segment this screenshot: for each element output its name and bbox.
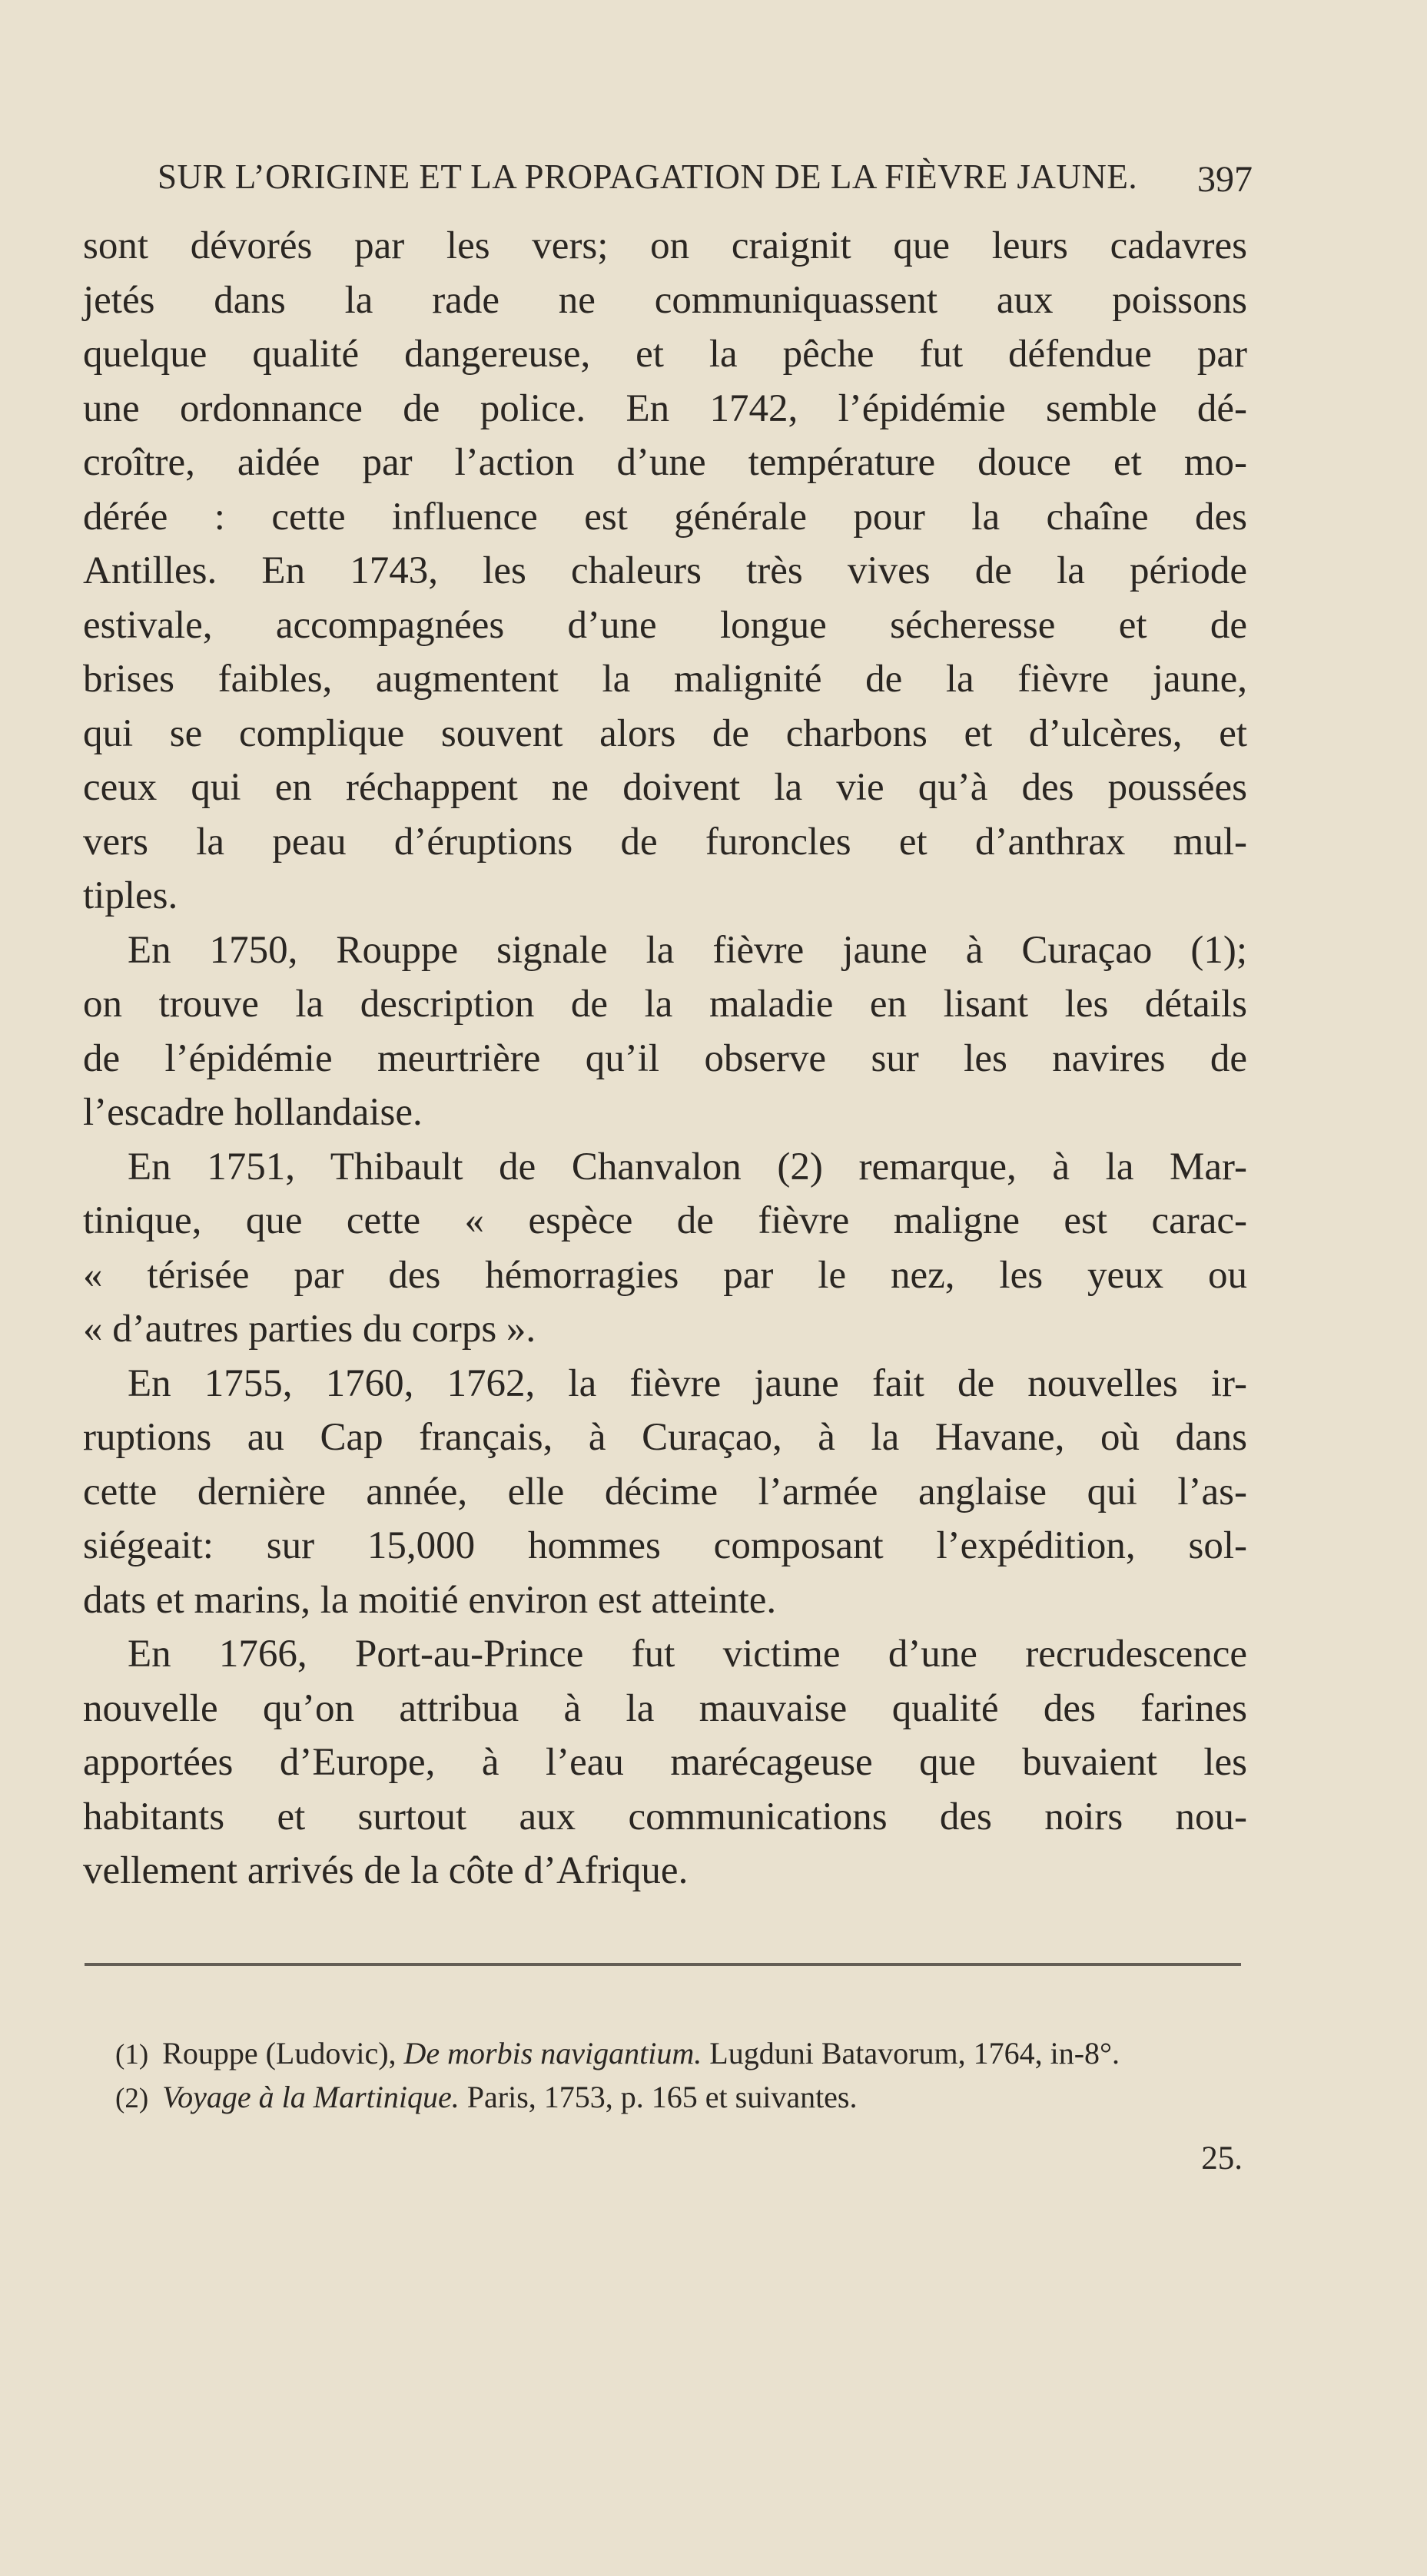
signature-mark: 25.	[1201, 2140, 1243, 2177]
body-line: une ordonnance de police. En 1742, l’épidémie semble dé-	[83, 386, 1247, 430]
body-line: qui se complique souvent alors de charbons et d’ulcères, et	[83, 711, 1247, 755]
footnote-details: Paris, 1753, p. 165 et suivantes.	[466, 2080, 858, 2114]
body-line: on trouve la description de la maladie en lisant les détails	[83, 983, 1247, 1026]
body-line: estivale, accompagnées d’une longue sécheresse et de	[83, 603, 1247, 647]
page-header	[158, 151, 1253, 204]
body-line: quelque qualité dangereuse, et la pêche fut défendue par	[83, 333, 1247, 376]
body-line: ruptions au Cap français, à Curaçao, à la Havane, où dans	[83, 1416, 1247, 1459]
running-title: SUR L’ORIGINE ET LA PROPAGATION DE LA FIÈVRE JAUNE.	[158, 157, 1138, 196]
footnote-title: Voyage à la Martinique.	[162, 2080, 460, 2114]
footnotes	[115, 2032, 1245, 2120]
body-line: vellement arrivés de la côte d’Afrique.	[83, 1849, 689, 1892]
footnote-2	[115, 2076, 1245, 2120]
body-line: nouvelle qu’on attribua à la mauvaise qualité des farines	[83, 1686, 1247, 1730]
paragraph-start: En 1766, Port-au-Prince fut victime d’une recrudescence	[128, 1633, 1247, 1676]
body-line: dérée : cette influence est générale pour la chaîne des	[83, 495, 1247, 539]
body-line: brises faibles, augmentent la malignité de la fièvre jaune,	[83, 658, 1247, 701]
body-line: tiples.	[83, 874, 178, 917]
body-line: de l’épidémie meurtrière qu’il observe sur les navires de	[83, 1036, 1247, 1080]
page-number: 397	[1197, 159, 1253, 200]
body-line: ceux qui en réchappent ne doivent la vie qu’à des poussées	[83, 766, 1247, 809]
body-text	[83, 219, 1247, 1898]
body-line: apportées d’Europe, à l’eau marécageuse que buvaient les	[83, 1741, 1247, 1784]
body-line: sont dévorés par les vers; on craignit que leurs cadavres	[83, 224, 1247, 267]
body-line: habitants et surtout aux communications des noirs nou-	[83, 1795, 1247, 1838]
footnote-marker: (1)	[115, 2039, 149, 2070]
body-line: « d’autres parties du corps ».	[83, 1308, 536, 1351]
footnote-author: Rouppe (Ludovic),	[162, 2036, 397, 2070]
body-line: dats et marins, la moitié environ est atteinte.	[83, 1578, 777, 1622]
footnote-details: Lugduni Batavorum, 1764, in-8°.	[709, 2036, 1120, 2070]
footnote-title: De morbis navigantium.	[403, 2036, 702, 2070]
paragraph-start: En 1751, Thibault de Chanvalon (2) remarque, à la Mar-	[128, 1145, 1247, 1189]
body-line: siégeait: sur 15,000 hommes composant l’expédition, sol-	[83, 1524, 1247, 1567]
body-line: jetés dans la rade ne communiquassent aux poissons	[83, 278, 1247, 322]
body-line: tinique, que cette « espèce de fièvre maligne est carac-	[83, 1199, 1247, 1242]
footnote-separator	[85, 1963, 1241, 1966]
footnote-1	[115, 2032, 1245, 2076]
paragraph-start: En 1750, Rouppe signale la fièvre jaune à Curaçao (1);	[128, 928, 1247, 972]
body-line: vers la peau d’éruptions de furoncles et d’anthrax mul-	[83, 820, 1247, 864]
body-line: cette dernière année, elle décime l’armée anglaise qui l’as-	[83, 1470, 1247, 1513]
body-line: « térisée par des hémorragies par le nez, les yeux ou	[83, 1253, 1247, 1297]
footnote-marker: (2)	[115, 2083, 149, 2114]
body-line: Antilles. En 1743, les chaleurs très vives de la période	[83, 549, 1247, 592]
paragraph-start: En 1755, 1760, 1762, la fièvre jaune fait de nouvelles ir-	[128, 1361, 1247, 1405]
body-line: croître, aidée par l’action d’une température douce et mo-	[83, 441, 1247, 484]
body-line: l’escadre hollandaise.	[83, 1091, 423, 1134]
